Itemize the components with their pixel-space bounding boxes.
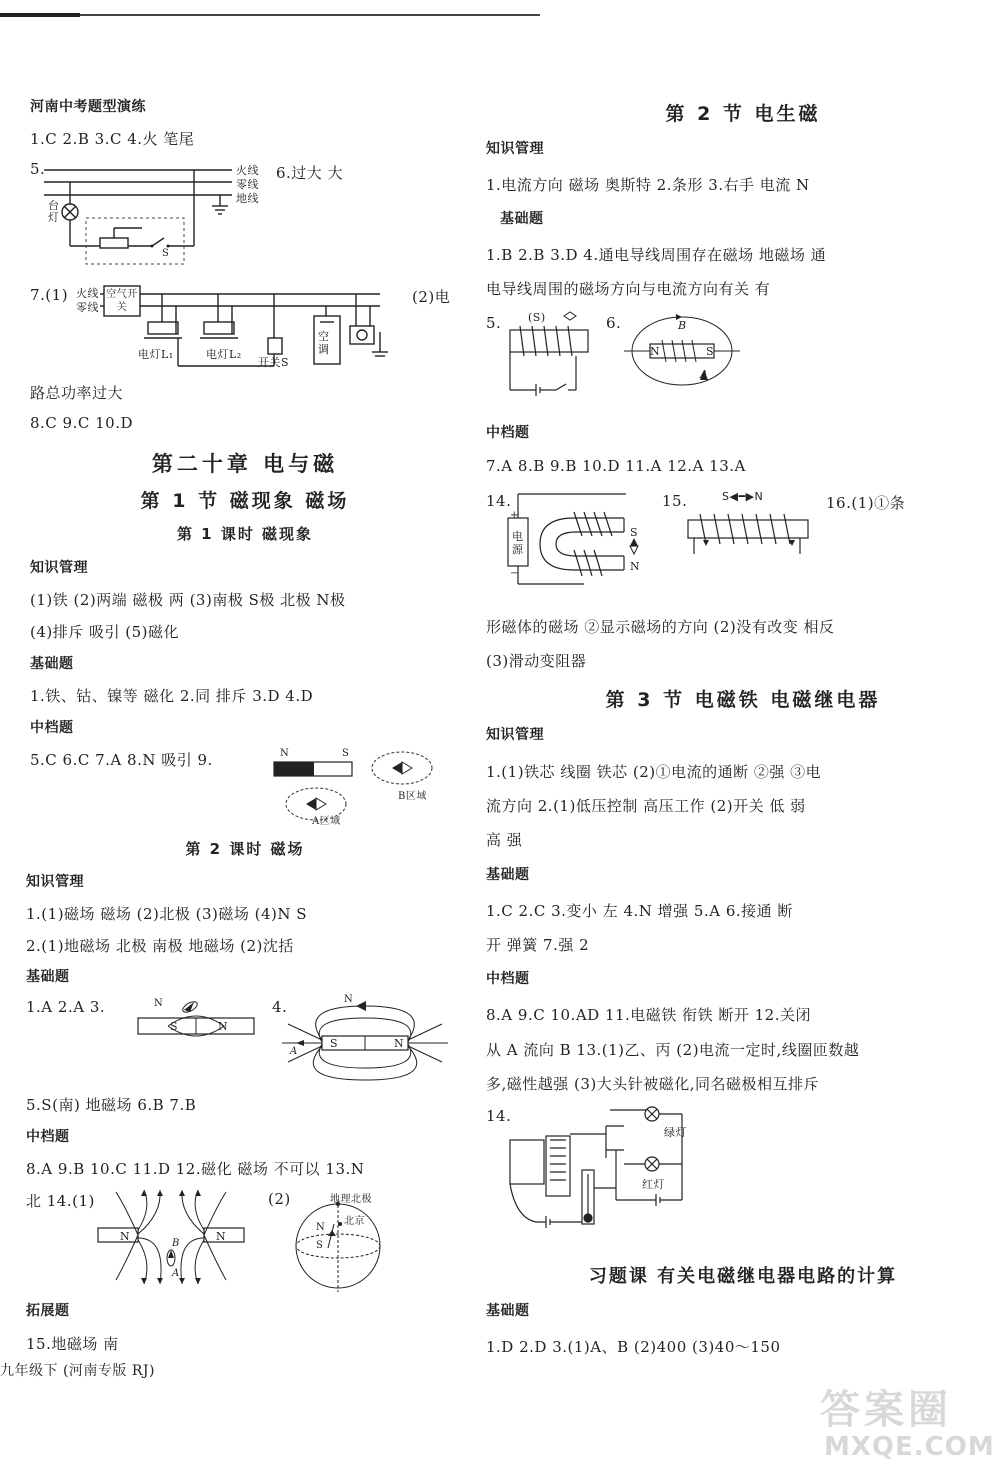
watermark-url: MXQE.COM <box>824 1432 995 1462</box>
answer-line: 形磁体的磁场 ②显示磁场的方向 (2)没有改变 相反 <box>486 618 835 636</box>
answer-line: 高 强 <box>486 831 523 849</box>
answer-line: 7.A 8.B 9.B 10.D 11.A 12.A 13.A <box>486 457 746 475</box>
answer-line: (2) <box>268 1190 291 1208</box>
q7-label-lamp2: 电灯L₂ <box>206 348 242 361</box>
subsection-heading: 基础题 <box>486 867 530 883</box>
subsection-heading: 中档题 <box>486 425 530 441</box>
answer-line: 从 A 流向 B 13.(1)乙、丙 (2)电流一定时,线圈匝数越 <box>486 1041 860 1059</box>
subsection-heading: 基础题 <box>30 656 74 672</box>
q3-label-s: S <box>170 1020 179 1033</box>
question-number: 15. <box>662 492 688 510</box>
answer-line: (1)铁 (2)两端 磁极 两 (3)南极 S极 北极 N极 <box>30 591 346 609</box>
answer-line: 15.地磁场 南 <box>26 1335 119 1353</box>
q14-label-n: N <box>630 560 641 573</box>
section-title: 第 1 节 磁现象 磁场 <box>140 490 350 512</box>
q15-solenoid-diagram <box>684 506 814 556</box>
q14-label-b: B <box>172 1238 180 1249</box>
answer-line: 1.铁、钴、镍等 磁化 2.同 排斥 3.D 4.D <box>30 687 314 705</box>
subsection-heading: 基础题 <box>486 1303 530 1319</box>
q9-label-b: B区域 <box>398 791 427 802</box>
q14-label-green-lamp: 绿灯 <box>664 1126 687 1139</box>
q5-solenoid-diagram <box>500 312 600 402</box>
page-footer: 九年级下 (河南专版 RJ) <box>0 1363 155 1379</box>
answer-line: 8.A 9.B 10.C 11.D 12.磁化 磁场 不可以 13.N <box>26 1160 365 1178</box>
top-rule-accent <box>0 13 80 17</box>
q5-label-s: (S) <box>528 311 546 324</box>
q5-label-lamp: 台灯 <box>48 199 60 224</box>
answer-line: (2)电 <box>412 288 451 306</box>
q14-label-n-left: N <box>120 1230 131 1243</box>
q14-label-beijing: 北京 <box>344 1216 365 1227</box>
q14-label-s: S <box>316 1240 324 1251</box>
question-number: 5. <box>30 160 46 178</box>
question-number: 5. <box>486 314 502 332</box>
answer-line: 6.过大 大 <box>276 164 344 182</box>
answer-line: 5.S(南) 地磁场 6.B 7.B <box>26 1096 197 1114</box>
q4-label-n: N <box>394 1037 405 1050</box>
answer-line: 电导线周围的磁场方向与电流方向有关 有 <box>486 280 771 298</box>
answer-line: 流方向 2.(1)低压控制 高压工作 (2)开关 低 弱 <box>486 797 806 815</box>
q6-label-s: S <box>706 345 715 358</box>
answer-line: 1.D 2.D 3.(1)A、B (2)400 (3)40～150 <box>486 1338 781 1356</box>
subsection-heading: 中档题 <box>26 1129 70 1145</box>
answer-line: 北 14.(1) <box>26 1192 95 1210</box>
answer-line: 1.A 2.A 3. <box>26 998 106 1016</box>
question-number: 7.(1) <box>30 286 69 304</box>
q6-label-a: A <box>700 368 709 381</box>
answer-line: 1.电流方向 磁场 奥斯特 2.条形 3.右手 电流 N <box>486 176 810 194</box>
q5-circuit-diagram <box>44 162 244 272</box>
q14-globe-diagram <box>292 1200 392 1292</box>
answer-line: (4)排斥 吸引 (5)磁化 <box>30 623 180 641</box>
q14-label-red-lamp: 红灯 <box>642 1178 665 1191</box>
answer-line: (3)滑动变阻器 <box>486 652 587 670</box>
q7-label-neutral: 零线 <box>76 301 99 314</box>
q6-label-b: B <box>678 319 687 332</box>
q7-label-lamp1: 电灯L₁ <box>138 348 174 361</box>
chapter-title: 第二十章 电与磁 <box>151 452 339 476</box>
answer-line: 1.(1)铁芯 线圈 铁芯 (2)①电流的通断 ②强 ③电 <box>486 763 822 781</box>
q7-label-switch: 开关S <box>258 356 290 369</box>
subsection-heading: 知识管理 <box>486 727 544 743</box>
q4-label-s: S <box>330 1037 339 1050</box>
q14-label-n-right: N <box>216 1230 227 1243</box>
question-number: 14. <box>486 492 512 510</box>
q5-label-ground: 地线 <box>236 192 259 205</box>
section-title: 习题课 有关电磁继电器电路的计算 <box>588 1266 898 1287</box>
answer-line: 8.A 9.C 10.AD 11.电磁铁 衔铁 断开 12.关闭 <box>486 1006 811 1024</box>
subsection-heading: 基础题 <box>26 969 70 985</box>
answer-line: 路总功率过大 <box>30 384 124 402</box>
section-title: 第 3 节 电磁铁 电磁继电器 <box>605 689 881 711</box>
q4-label-a: A <box>290 1046 298 1057</box>
question-number: 14. <box>486 1107 512 1125</box>
subsection-heading: 知识管理 <box>486 141 544 157</box>
lesson-title: 第 2 课时 磁场 <box>185 840 305 858</box>
subsection-heading: 拓展题 <box>26 1303 70 1319</box>
q6-label-n: N <box>650 345 661 358</box>
q9-label-a: A区域 <box>312 816 341 827</box>
section-title: 第 2 节 电生磁 <box>665 103 821 125</box>
q4-label-compass-n: N <box>344 994 354 1005</box>
subsection-heading: 中档题 <box>486 971 530 987</box>
answer-line: 16.(1)①条 <box>826 494 906 512</box>
q3-label-compass-n: N <box>154 998 164 1009</box>
answer-line: 1.(1)磁场 磁场 (2)北极 (3)磁场 (4)N S <box>26 905 308 923</box>
q14-label-north-pole: 地理北极 <box>330 1194 372 1205</box>
subsection-heading: 知识管理 <box>30 560 88 576</box>
answer-line: 2.(1)地磁场 北极 南极 地磁场 (2)沈括 <box>26 937 294 955</box>
q7-label-ac: 空调 <box>318 330 330 356</box>
q14-label-minus: − <box>510 568 519 579</box>
q5-label-switch: S <box>162 248 170 259</box>
q9-label-n: N <box>280 748 290 759</box>
answer-line: 多,磁性越强 (3)大头针被磁化,同名磁极相互排斥 <box>486 1075 820 1093</box>
q15-label-compass: S◀━▶N <box>722 490 764 503</box>
q14-label-a: A <box>172 1268 180 1279</box>
q14-label-s: S <box>630 526 639 539</box>
q5-label-fire: 火线 <box>236 164 259 177</box>
q7-label-breaker: 空气开关 <box>106 289 138 313</box>
question-number: 6. <box>606 314 622 332</box>
answer-line: 开 弹簧 7.强 2 <box>486 936 590 954</box>
subsection-heading: 中档题 <box>30 720 74 736</box>
answer-line: 1.C 2.B 3.C 4.火 笔尾 <box>30 130 195 148</box>
lesson-title: 第 1 课时 磁现象 <box>176 525 314 543</box>
answer-line: 1.C 2.C 3.变小 左 4.N 增强 5.A 6.接通 断 <box>486 902 793 920</box>
q7-label-fire: 火线 <box>76 287 99 300</box>
question-number: 4. <box>272 998 288 1016</box>
q9-label-s: S <box>342 748 350 759</box>
q14-label-plus: + <box>510 510 519 521</box>
q5-label-neutral: 零线 <box>236 178 259 191</box>
q14-label-n: N <box>316 1222 326 1233</box>
subsection-heading: 知识管理 <box>26 874 84 890</box>
q3-label-n: N <box>218 1020 229 1033</box>
watermark-logo: 答案圈 <box>820 1387 952 1433</box>
q14-label-power: 电源 <box>512 530 524 556</box>
subsection-heading: 基础题 <box>500 211 544 227</box>
q4-field-diagram <box>282 996 448 1088</box>
top-rule <box>0 14 540 16</box>
answer-line: 8.C 9.C 10.D <box>30 414 133 432</box>
henan-section-title: 河南中考题型演练 <box>30 99 146 115</box>
answer-line: 5.C 6.C 7.A 8.N 吸引 9. <box>30 751 213 769</box>
answer-line: 1.B 2.B 3.D 4.通电导线周围存在磁场 地磁场 通 <box>486 246 827 264</box>
